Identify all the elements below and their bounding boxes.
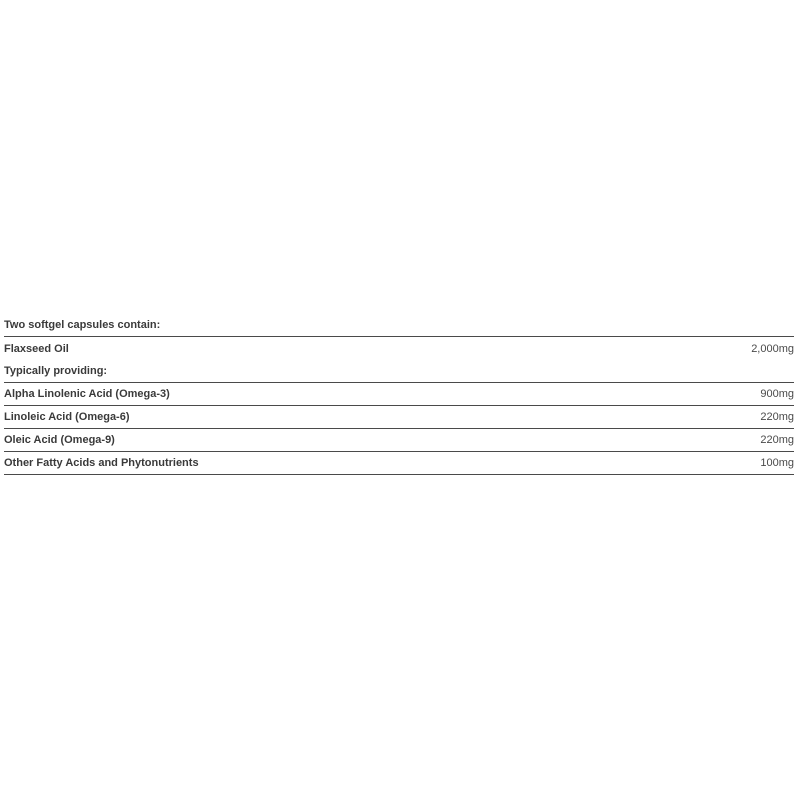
table-header-label: Two softgel capsules contain: [4,314,794,337]
ingredient-name: Alpha Linolenic Acid (Omega-3) [4,383,652,406]
ingredient-amount: 100mg [652,452,794,475]
ingredient-name: Oleic Acid (Omega-9) [4,429,652,452]
table-row [4,429,794,452]
table-row [4,406,794,429]
ingredient-amount: 220mg [652,429,794,452]
ingredient-amount: 220mg [652,406,794,429]
ingredient-amount: 2,000mg [751,342,794,355]
table-row [4,337,794,361]
ingredient-name: Flaxseed Oil [4,342,69,355]
nutrition-table [4,314,794,475]
table-row [4,383,794,406]
table-header-row [4,314,794,337]
ingredient-amount [652,360,794,383]
ingredient-amount: 900mg [652,383,794,406]
table-row [4,452,794,475]
ingredient-name: Typically providing: [4,360,652,383]
table-subheader-row [4,360,794,383]
ingredient-name: Other Fatty Acids and Phytonutrients [4,452,652,475]
ingredient-name: Linoleic Acid (Omega-6) [4,406,652,429]
